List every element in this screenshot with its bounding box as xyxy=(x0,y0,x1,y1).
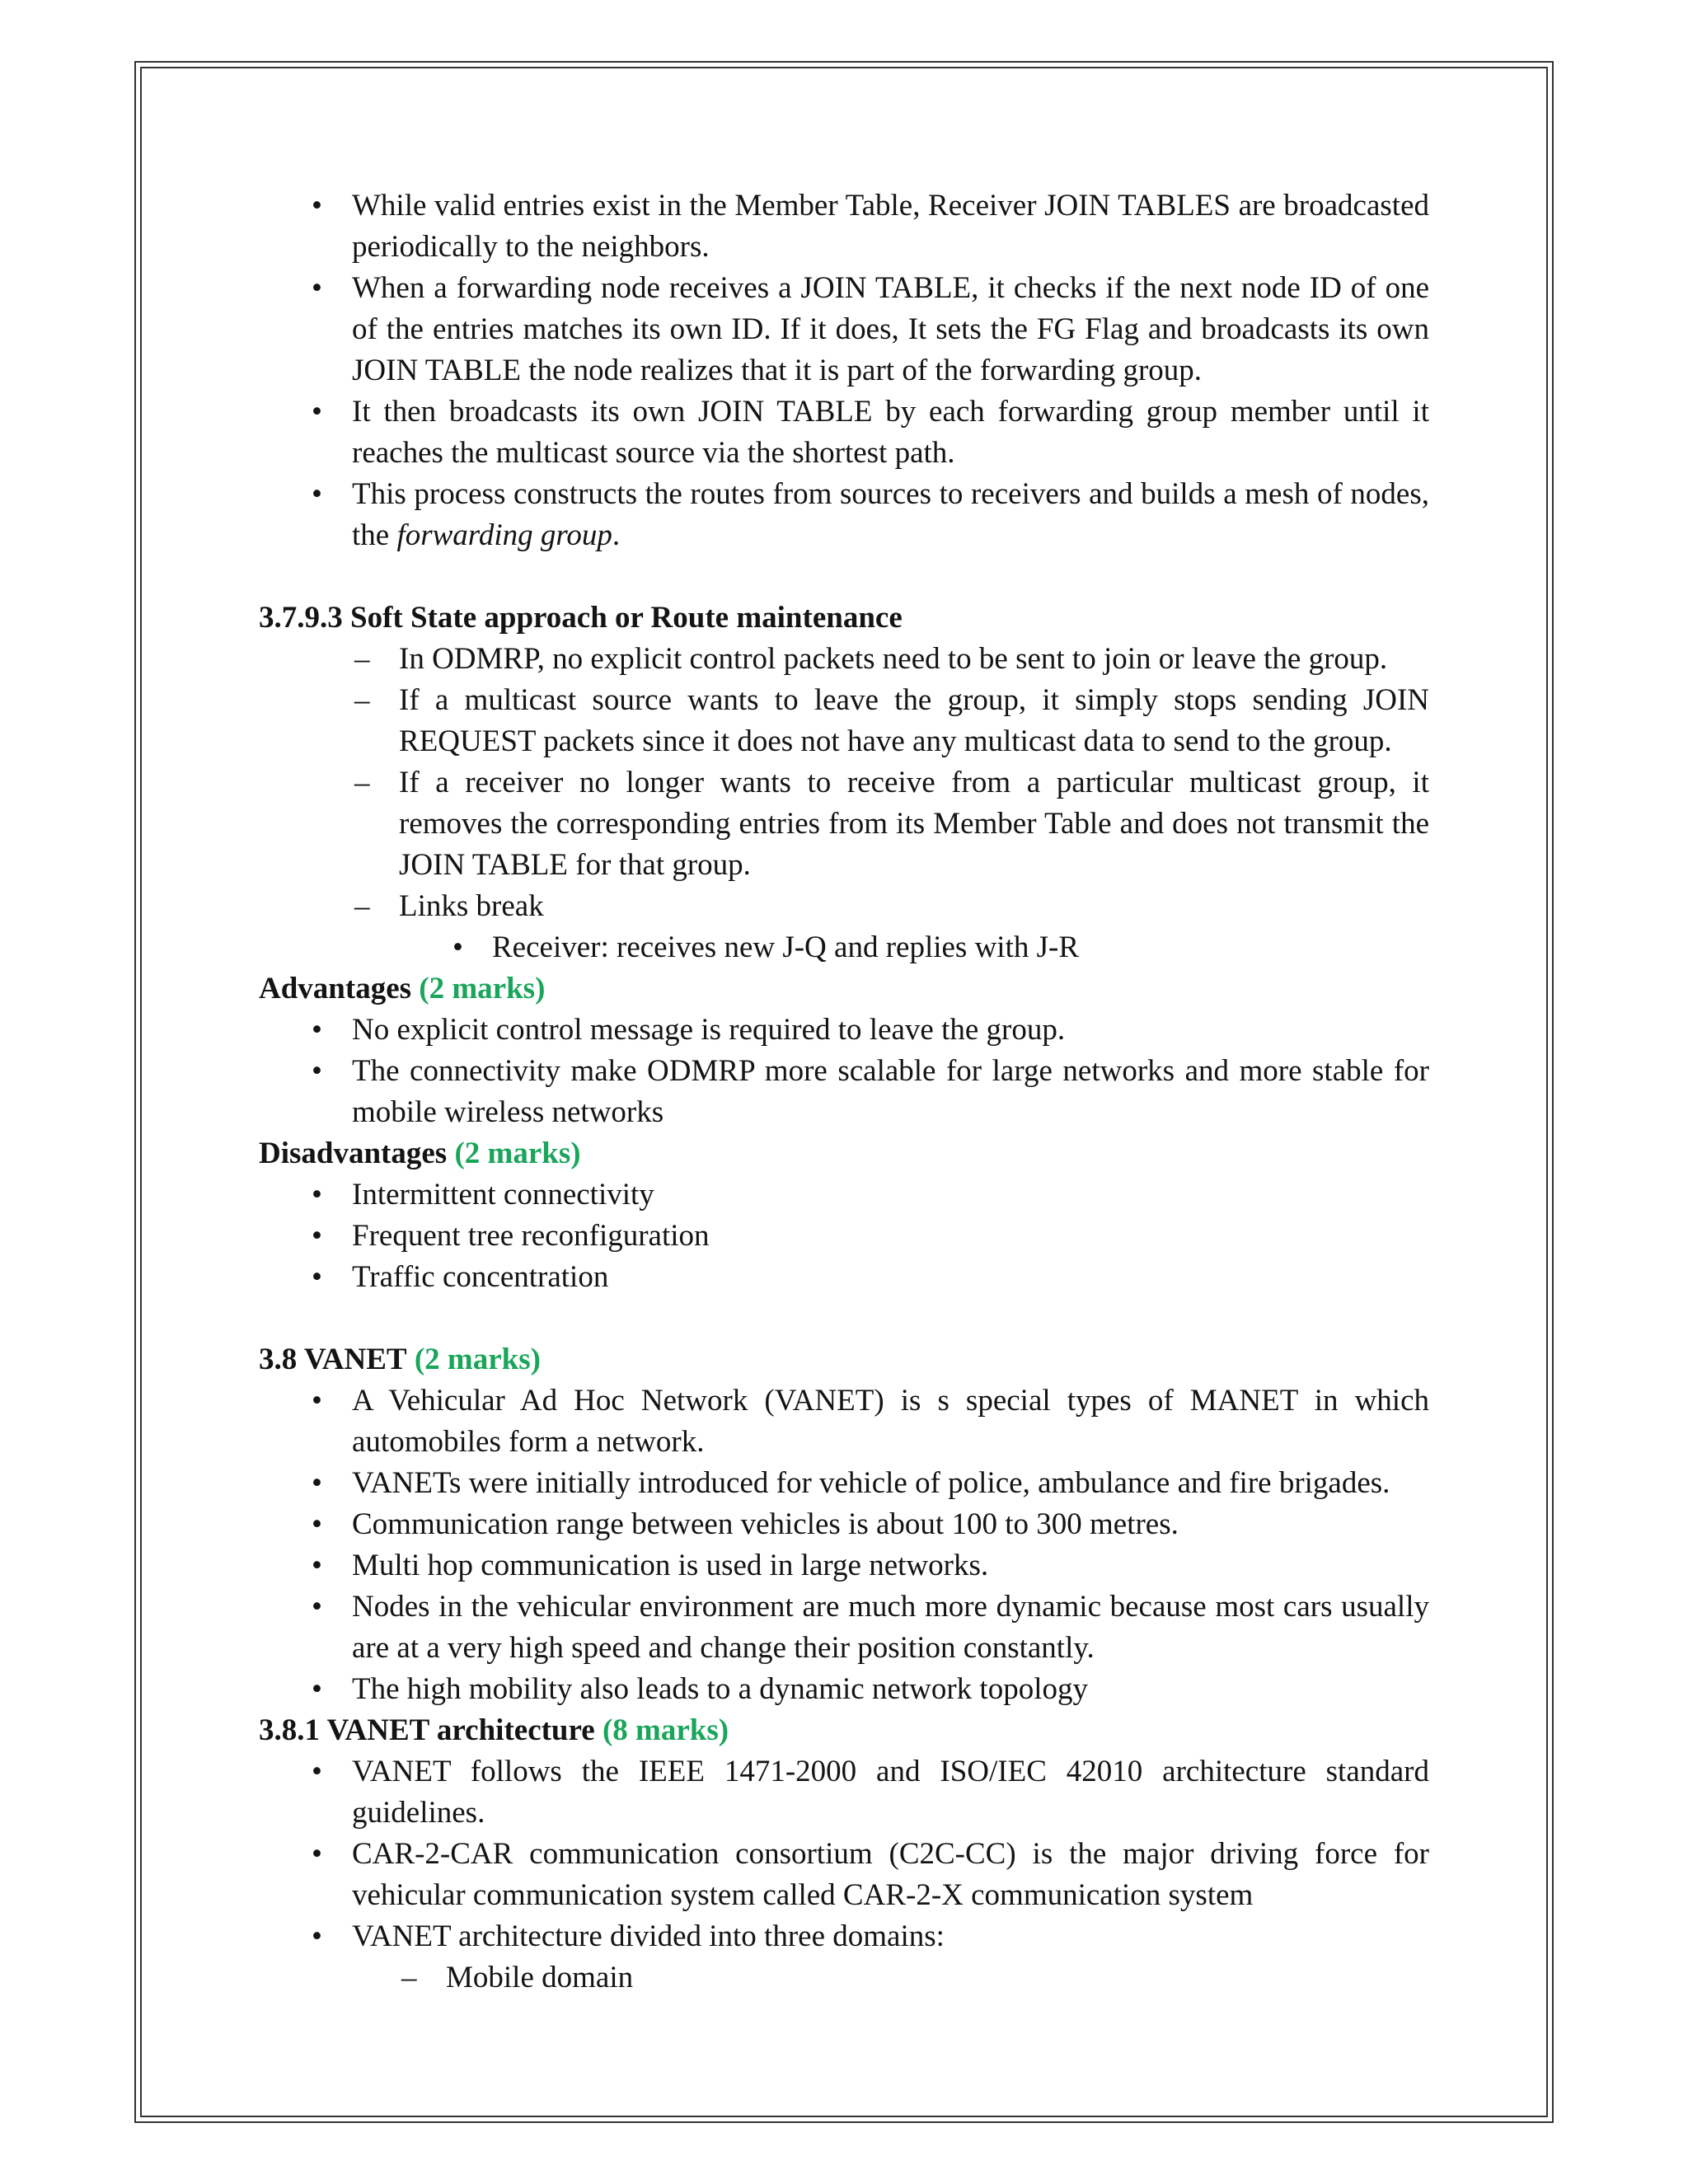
list-item: • It then broadcasts its own JOIN TABLE by each forwarding group member until it reaches the multicast source via the shortest path. xyxy=(259,391,1429,474)
list-item: • VANETs were initially introduced for vehicle of police, ambulance and fire brigades. xyxy=(259,1463,1429,1504)
list-item: • The connectivity make ODMRP more scalable for large networks and more stable for mobile wireless networks xyxy=(259,1051,1429,1133)
marks-label: (2 marks) xyxy=(419,972,546,1005)
list-item xyxy=(259,474,1429,556)
sub-list-item: – Mobile domain xyxy=(259,1957,1429,1999)
advantages-heading: Advantages (2 marks) xyxy=(259,972,546,1005)
list-item: • VANET architecture divided into three domains: xyxy=(259,1916,1429,1957)
list-item: • Intermittent connectivity xyxy=(259,1174,1429,1216)
list-item: – If a multicast source wants to leave the group, it simply stops sending JOIN REQUEST packets since it does not have any multicast data to send to the group. xyxy=(259,680,1429,762)
disadvantages-heading: Disadvantages (2 marks) xyxy=(259,1137,581,1170)
list-item: • A Vehicular Ad Hoc Network (VANET) is s special types of MANET in which automobiles form a network. xyxy=(259,1380,1429,1463)
list-item: – Links break xyxy=(259,886,1429,927)
list-item: – If a receiver no longer wants to receive from a particular multicast group, it removes the corresponding entries from its Member Table and does not transmit the JOIN TABLE for that group. xyxy=(259,762,1429,886)
italic-term: forwarding group xyxy=(396,518,612,552)
list-item: • Multi hop communication is used in large networks. xyxy=(259,1545,1429,1586)
list-item: • When a forwarding node receives a JOIN TABLE, it checks if the next node ID of one of the entries matches its own ID. If it does, It sets the FG Flag and broadcasts its own JOIN TABLE the node realizes that it is part of the forwarding group. xyxy=(259,268,1429,391)
list-item-text: This process constructs the routes from sources to receivers and builds a mesh of nodes, the xyxy=(352,477,1429,552)
list-item: • Nodes in the vehicular environment are much more dynamic because most cars usually are at a very high speed and change their position constantly. xyxy=(259,1586,1429,1669)
vanet-heading: 3.8 VANET (2 marks) xyxy=(259,1343,541,1376)
list-item: • Frequent tree reconfiguration xyxy=(259,1216,1429,1257)
list-item: – In ODMRP, no explicit control packets need to be sent to join or leave the group. xyxy=(259,639,1429,680)
list-item-period: . xyxy=(612,518,621,552)
vanet-architecture-heading: 3.8.1 VANET architecture (8 marks) xyxy=(259,1713,729,1747)
marks-label: (8 marks) xyxy=(602,1713,729,1747)
list-item: • Communication range between vehicles is about 100 to 300 metres. xyxy=(259,1504,1429,1545)
list-item: • While valid entries exist in the Member Table, Receiver JOIN TABLES are broadcasted periodically to the neighbors. xyxy=(259,185,1429,268)
section-heading: 3.7.9.3 Soft State approach or Route maintenance xyxy=(259,601,903,635)
list-item: • The high mobility also leads to a dynamic network topology xyxy=(259,1669,1429,1710)
list-item: • CAR-2-CAR communication consortium (C2C-CC) is the major driving force for vehicular communication system called CAR-2-X communication system xyxy=(259,1834,1429,1916)
marks-label: (2 marks) xyxy=(414,1343,541,1376)
list-item: • VANET follows the IEEE 1471-2000 and ISO/IEC 42010 architecture standard guidelines. xyxy=(259,1751,1429,1834)
list-item: • No explicit control message is required to leave the group. xyxy=(259,1010,1429,1051)
document-body xyxy=(259,185,1429,1999)
marks-label: (2 marks) xyxy=(454,1137,581,1170)
sub-list-item: • Receiver: receives new J-Q and replies with J-R xyxy=(259,927,1429,968)
list-item: • Traffic concentration xyxy=(259,1257,1429,1298)
